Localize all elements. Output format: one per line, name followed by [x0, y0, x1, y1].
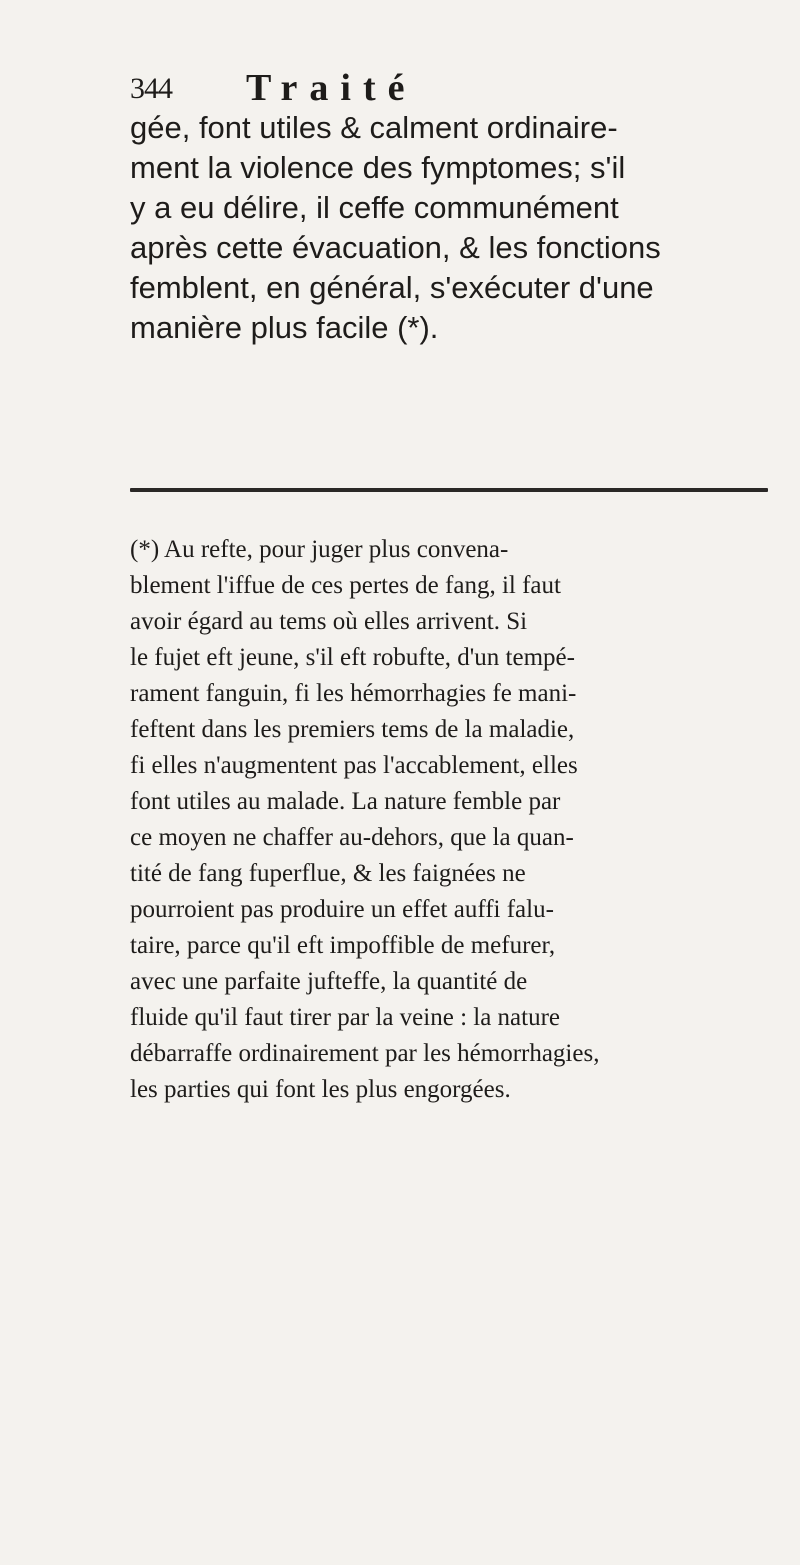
text-line: gée, font utiles & calment ordinaire- — [130, 110, 618, 145]
page-number: 344 — [130, 72, 172, 105]
text-line: après cette évacuation, & les fonctions — [130, 230, 661, 265]
footnote-line: taire, parce qu'il eft impoffible de mefurer, — [130, 932, 556, 959]
footnote-line: rament fanguin, fi les hémorrhagies fe mani- — [130, 680, 577, 707]
text-line: ment la violence des fymptomes; s'il — [130, 150, 626, 185]
footnote-line: les parties qui font les plus engorgées. — [130, 1076, 511, 1103]
footnote-line: avoir égard au tems où elles arrivent. Si — [130, 608, 528, 635]
footnote-line: avec une parfaite jufteffe, la quantité de — [130, 968, 528, 995]
running-title: Traité — [246, 67, 417, 109]
footnote-line: ce moyen ne chaffer au-dehors, que la quan- — [130, 824, 574, 851]
main-paragraph — [130, 108, 770, 348]
text-line: manière plus facile (*). — [130, 310, 439, 345]
footnote-line: fluide qu'il faut tirer par la veine : la nature — [130, 1004, 561, 1031]
footnote-separator-rule — [130, 488, 768, 492]
footnote-line: fi elles n'augmentent pas l'accablement, elles — [130, 752, 578, 779]
footnote-line: (*) Au refte, pour juger plus convena- — [130, 536, 509, 563]
footnote-line: blement l'iffue de ces pertes de fang, il faut — [130, 572, 561, 599]
footnote-line: font utiles au malade. La nature femble par — [130, 788, 561, 815]
footnote-line: le fujet eft jeune, s'il eft robufte, d'un tempé- — [130, 644, 575, 671]
footnote-line: pourroient pas produire un effet auffi falu- — [130, 896, 554, 923]
text-line: y a eu délire, il ceffe communément — [130, 190, 619, 225]
footnote-line: tité de fang fuperflue, & les faignées ne — [130, 860, 526, 887]
footnote — [130, 532, 770, 1108]
footnote-line: feftent dans les premiers tems de la maladie, — [130, 716, 575, 743]
footnote-line: débarraffe ordinairement par les hémorrhagies, — [130, 1040, 600, 1067]
text-line: femblent, en général, s'exécuter d'une — [130, 270, 654, 305]
page-header — [130, 67, 730, 110]
